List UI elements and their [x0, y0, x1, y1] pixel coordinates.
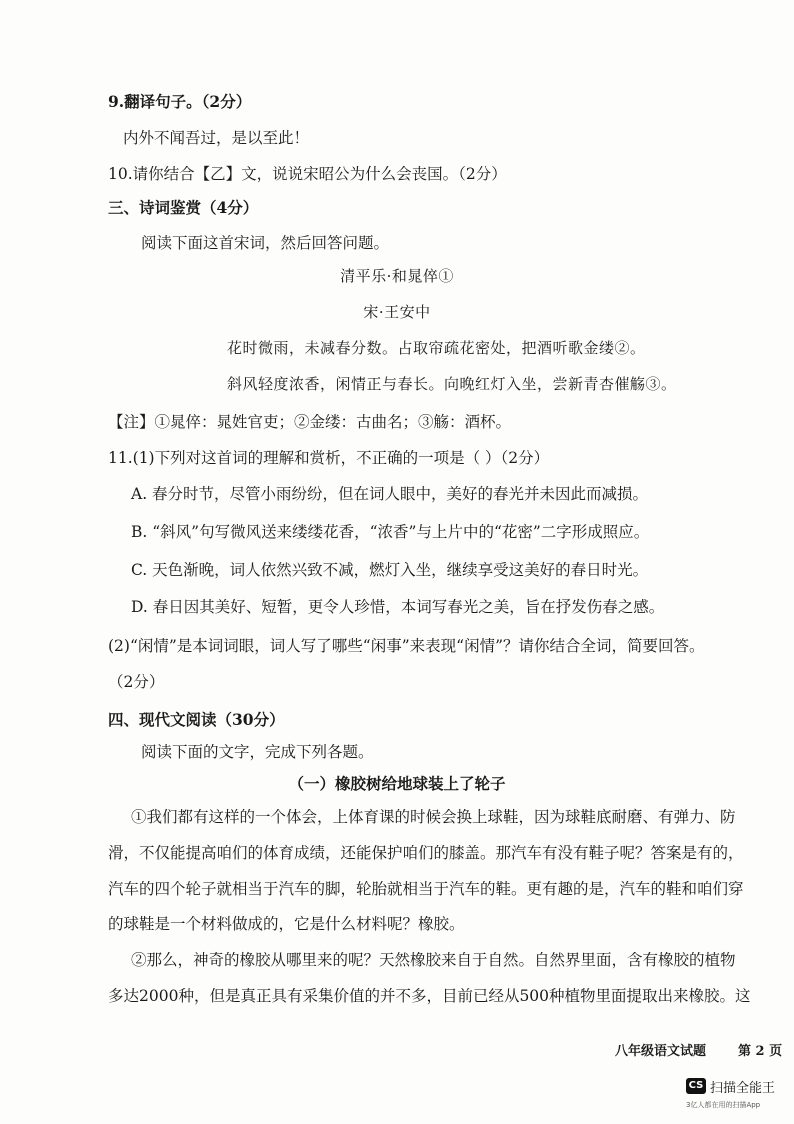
- article-line: 多达2000种，但是真正具有采集价值的并不多，目前已经从500种植物里面提取出来橡胶。这: [108, 987, 751, 1005]
- poem-line-2: 斜风轻度浓香，闲情正与春长。向晚红灯入坐，尝新青杏催觞③。: [227, 375, 677, 393]
- poem-author: 宋·王安中: [363, 303, 431, 321]
- watermark-app-name: 扫描全能王: [710, 1081, 776, 1096]
- section3-heading: 三、诗词鉴赏（4分）: [108, 198, 259, 217]
- article-line: ②那么，神奇的橡胶从哪里来的呢？天然橡胶来自于自然。自然界里面，含有橡胶的植物: [131, 951, 736, 969]
- article-line: 的球鞋是一个材料做成的，它是什么材料呢？橡胶。: [108, 915, 465, 933]
- q11-part1: 11.(1)下列对这首词的理解和赏析，不正确的一项是（ ）（2分）: [108, 449, 550, 467]
- article-line: ①我们都有这样的一个体会，上体育课的时候会换上球鞋，因为球鞋底耐磨、有弹力、防: [131, 808, 736, 826]
- footer-exam-title: 八年级语文试题: [615, 1044, 707, 1059]
- q11-part2-score: （2分）: [108, 673, 165, 691]
- q9-sentence: 内外不闻吾过，是以至此！: [123, 129, 310, 147]
- poem-note: 【注】①晁倅：晁姓官吏；②金缕：古曲名；③觞：酒杯。: [108, 413, 512, 431]
- poem-title: 清平乐·和晁倅①: [340, 267, 454, 285]
- section3-intro: 阅读下面这首宋词，然后回答问题。: [141, 234, 390, 252]
- watermark-tagline: 3亿人都在用的扫描App: [686, 1101, 761, 1109]
- poem-line-1: 花时微雨，未减春分数。占取帘疏花密处，把酒听歌金缕②。: [227, 339, 646, 357]
- article-line: 滑，不仅能提高咱们的体育成绩，还能保护咱们的膝盖。那汽车有没有鞋子呢？答案是有的，: [108, 844, 744, 862]
- footer-page-number: 第 2 页: [738, 1044, 783, 1059]
- section4-intro: 阅读下面的文字，完成下列各题。: [141, 743, 374, 761]
- q11-option-c: C. 天色渐晚，词人依然兴致不减，燃灯入坐，继续享受这美好的春日时光。: [131, 561, 649, 579]
- article-title: （一）橡胶树给地球装上了轮子: [288, 774, 506, 793]
- q10-text: 10.请你结合【乙】文，说说宋昭公为什么会丧国。（2分）: [108, 165, 507, 183]
- q11-option-a: A. 春分时节，尽管小雨纷纷，但在词人眼中，美好的春光并未因此而减损。: [131, 485, 649, 503]
- q11-option-d: D. 春日因其美好、短暂，更令人珍惜，本词写春光之美，旨在抒发伤春之感。: [131, 598, 665, 616]
- section4-heading: 四、现代文阅读（30分）: [108, 710, 285, 729]
- camscanner-logo-icon: CS: [686, 1078, 706, 1094]
- q9-title: 9.翻译句子。（2分）: [108, 92, 252, 111]
- article-line: 汽车的四个轮子就相当于汽车的脚，轮胎就相当于汽车的鞋。更有趣的是，汽车的鞋和咱们穿: [108, 880, 744, 898]
- q11-part2: (2)“闲情”是本词词眼，词人写了哪些“闲事”来表现“闲情”？请你结合全词，简要回答。: [108, 637, 705, 655]
- q11-option-b: B. “斜风”句写微风送来缕缕花香，“浓香”与上片中的“花密”二字形成照应。: [131, 523, 650, 541]
